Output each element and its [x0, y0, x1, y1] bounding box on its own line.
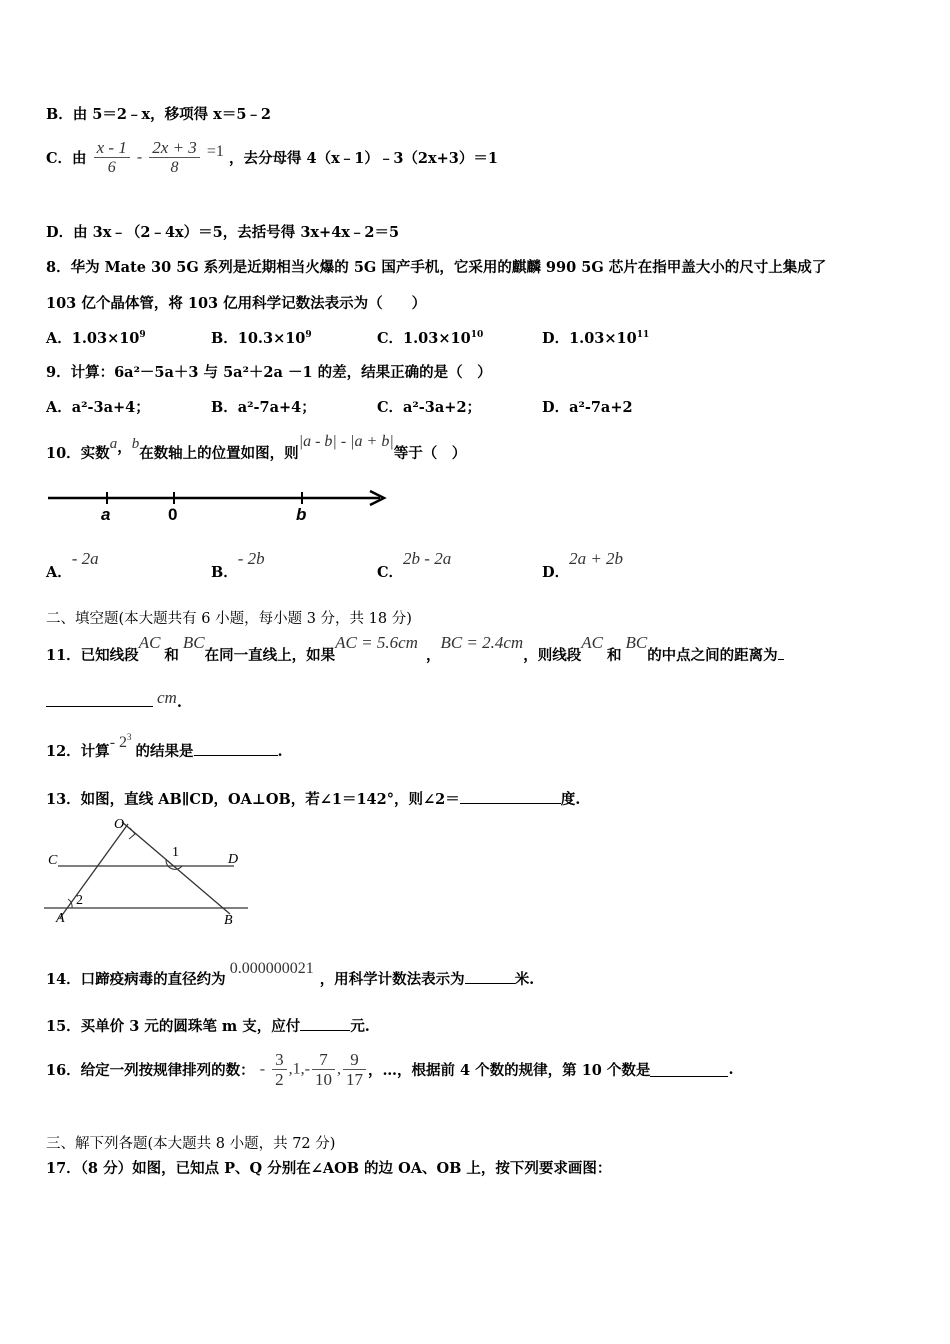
label-o: O — [114, 817, 125, 832]
q10-option-d-label: D． — [542, 564, 570, 581]
q8-option-a-exp: 9 — [139, 330, 146, 341]
q14-prefix: 14．口蹄疫病毒的直径约为 — [46, 971, 226, 988]
q11-eq2: BC = 2.4cm — [440, 633, 524, 652]
q12-prefix: 12．计算 — [46, 743, 110, 760]
q10-suffix: 等于（ ） — [393, 445, 467, 462]
q14-answer-blank[interactable] — [465, 969, 515, 984]
q11-and-2: 和 — [606, 647, 622, 664]
q10-option-a-expr: - 2a — [71, 549, 99, 568]
q14-stem — [46, 960, 535, 989]
q13-stem-text: 13．如图，直线 AB∥CD，OA⊥OB，若∠1＝142°，则∠2＝ — [46, 791, 460, 808]
q10-prefix: 10．实数 — [46, 445, 110, 462]
q15-answer-blank[interactable] — [300, 1016, 350, 1031]
section3-title: 三、解下列各题(本大题共 8 小题，共 72 分) — [46, 1136, 336, 1152]
label-angle2: 2 — [76, 893, 83, 908]
q8-stem-line2: 103 亿个晶体管，将 103 亿用科学记数法表示为（ ） — [46, 295, 427, 312]
q7-option-c-suffix: ，去分母得 4（x﹣1）﹣3（2x+3）＝1 — [228, 150, 498, 167]
q10-expr: |a - b| - |a + b| — [298, 433, 394, 450]
number-line-label-zero: 0 — [168, 505, 178, 524]
q14-suffix: ，用科学计数法表示为 — [319, 971, 465, 988]
q8-option-a-label: A．1.03×10 — [46, 330, 140, 347]
q16-frac1 — [272, 1050, 287, 1089]
q11-ac-2: AC — [581, 633, 603, 652]
q11-stem — [46, 633, 784, 665]
q13-answer-blank[interactable] — [460, 789, 561, 804]
q8-option-d — [542, 327, 649, 348]
q12-stem — [46, 732, 283, 761]
q7-frac2-num: 2x + 3 — [149, 138, 200, 158]
q13-end: 度. — [560, 791, 581, 808]
q16-frac2-num: 7 — [312, 1050, 335, 1070]
q12-expr-exp: 3 — [127, 732, 132, 743]
number-line-label-b: b — [296, 505, 307, 524]
section2-title: 二、填空题(本大题共有 6 小题，每小题 3 分，共 18 分) — [46, 611, 412, 627]
q16-frac1-den: 2 — [275, 1070, 284, 1089]
q16-suffix: ，…，根据前 4 个数的规律，第 10 个数是 — [367, 1062, 651, 1079]
q7-option-c-prefix: C．由 — [46, 150, 87, 167]
q16-end: . — [728, 1061, 734, 1078]
q8-option-b-label: B．10.3×10 — [211, 330, 306, 347]
label-a: A — [56, 911, 65, 926]
q7-frac2-den: 8 — [170, 159, 179, 176]
q10-option-d — [542, 549, 624, 582]
q7-frac1-num: x - 1 — [94, 138, 130, 158]
q8-stem-line1: 8．华为 Mate 30 5G 系列是近期相当火爆的 5G 国产手机，它采用的麒麟 990 5G 芯片在指甲盖大小的尺寸上集成了 — [46, 259, 827, 276]
q11-p1: 11．已知线段 — [46, 647, 139, 664]
q11-bc-2: BC — [625, 633, 648, 652]
q10-mid: 在数轴上的位置如图，则 — [139, 445, 299, 462]
q12-expr-base: - 2 — [109, 734, 128, 751]
q16-plain1: ,1, — [288, 1060, 305, 1078]
q17-stem: 17．（8 分）如图，已知点 P、Q 分别在∠AOB 的边 OA、OB 上，按下列要求画图： — [46, 1160, 612, 1177]
q11-comma: ， — [425, 647, 441, 664]
q16-answer-blank[interactable] — [650, 1062, 728, 1077]
q13-stem — [46, 788, 580, 809]
q15-end: 元. — [350, 1018, 370, 1035]
q16-frac3-den: 17 — [345, 1070, 363, 1089]
q14-end: 米. — [514, 971, 535, 988]
q16-stem — [46, 1050, 734, 1089]
q16-frac1-num: 3 — [272, 1050, 287, 1070]
q16-frac2 — [312, 1050, 335, 1089]
q7-option-d: D．由 3x﹣（2﹣4x）＝5，去括号得 3x+4x﹣2＝5 — [46, 224, 400, 241]
q10-option-c-label: C． — [377, 564, 404, 581]
q7-option-b: B．由 5＝2﹣x，移项得 x＝5﹣2 — [46, 106, 271, 123]
q11-p2: 在同一直线上，如果 — [204, 647, 336, 664]
q11-answer-blank[interactable] — [46, 692, 153, 707]
q9-option-b: B．a²-7a+4； — [211, 399, 316, 416]
q8-option-c-label: C．1.03×10 — [377, 330, 471, 347]
q9-option-d: D．a²-7a+2 — [542, 399, 633, 416]
q16-prefix: 16．给定一列按规律排列的数： — [46, 1062, 255, 1079]
q7-option-c — [46, 138, 498, 177]
q8-option-b — [211, 327, 312, 348]
q10-sep: ， — [117, 439, 132, 456]
q10-option-a-label: A． — [46, 564, 72, 581]
q14-value: 0.000000021 — [229, 960, 314, 977]
q16-sign1: - — [259, 1060, 266, 1078]
q10-option-b-label: B． — [211, 564, 238, 581]
q12-answer-blank[interactable] — [194, 741, 278, 756]
q10-option-a — [46, 549, 99, 582]
q12-suffix: 的结果是 — [135, 743, 194, 760]
q16-sign2: - — [304, 1060, 310, 1078]
parallel-lines-figure — [44, 814, 254, 930]
q9-option-a: A．a²-3a+4； — [46, 399, 150, 416]
q7-frac2 — [149, 138, 200, 177]
q11-bc: BC — [182, 633, 205, 652]
number-line-label-a: a — [101, 505, 111, 524]
q8-option-d-exp: 11 — [636, 330, 650, 341]
q16-frac3 — [343, 1050, 366, 1089]
q7-frac1 — [94, 138, 130, 177]
q16-plain2: , — [336, 1060, 341, 1078]
q7-frac1-den: 6 — [107, 159, 116, 176]
label-angle1: 1 — [172, 845, 179, 860]
q12-end: . — [277, 743, 283, 760]
q11-end: . — [176, 694, 182, 711]
q11-ac: AC — [138, 633, 161, 652]
q10-var-a: a — [109, 436, 118, 452]
q15-stem — [46, 1015, 370, 1036]
q8-option-d-label: D．1.03×10 — [542, 330, 637, 347]
q11-p4: 的中点之间的距离为 — [647, 647, 778, 664]
q10-option-b-expr: - 2b — [237, 549, 265, 568]
q16-frac2-den: 10 — [314, 1070, 332, 1089]
label-b: B — [224, 913, 233, 928]
q8-option-c-exp: 10 — [470, 330, 484, 341]
number-line-figure — [44, 484, 394, 526]
q11-blank-start — [778, 645, 784, 660]
q10-option-d-expr: 2a + 2b — [569, 549, 624, 568]
q7-eq: =1 — [206, 142, 224, 160]
q11-blank-line — [46, 688, 182, 712]
right-angle-mark — [129, 828, 135, 839]
q9-stem: 9．计算：6a²－5a＋3 与 5a²＋2a －1 的差，结果正确的是（ ） — [46, 364, 492, 381]
q7-minus: - — [136, 148, 143, 166]
q15-prefix: 15．买单价 3 元的圆珠笔 m 支，应付 — [46, 1018, 301, 1035]
q10-option-c-expr: 2b - 2a — [403, 549, 452, 568]
segment-oa — [60, 824, 128, 918]
q10-stem — [46, 433, 467, 463]
q16-frac3-num: 9 — [343, 1050, 366, 1070]
q11-and: 和 — [164, 647, 179, 664]
q10-var-b: b — [131, 436, 140, 452]
q11-p3: ，则线段 — [523, 647, 582, 664]
segment-ob — [122, 822, 230, 914]
q8-option-c — [377, 327, 483, 348]
q11-unit: cm — [157, 688, 177, 707]
q9-option-c: C．a²-3a+2； — [377, 399, 482, 416]
q10-option-b — [211, 549, 265, 582]
q11-eq1: AC = 5.6cm — [335, 633, 418, 652]
q8-option-a — [46, 327, 146, 348]
q8-option-b-exp: 9 — [305, 330, 312, 341]
label-c: C — [48, 853, 58, 868]
label-d: D — [228, 852, 239, 867]
q10-option-c — [377, 549, 452, 582]
